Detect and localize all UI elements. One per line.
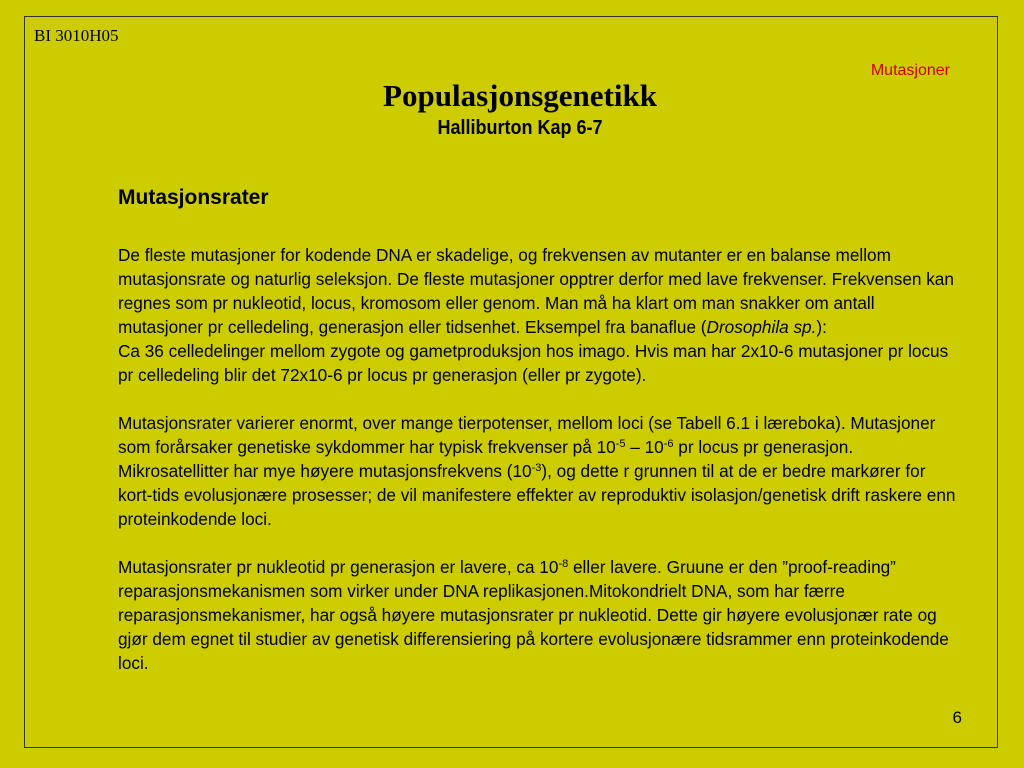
p3-text-b: eller lavere. Gruune er den ”proof-reading” reparasjonsmekanismen som virker under DNA replikasjonen.Mitokondrielt DNA, som har færre reparasjonsmekanismer, har også høyere mutasjonsrater pr nukleotid. Dette gir høyere evolusjonær rate og gjør dem egnet til studier av genetisk differensiering på kortere evolusjonære tidsrammer enn proteinkodende loci. (118, 557, 949, 673)
exponent: -8 (558, 558, 569, 570)
p2-text-b: – 10 (625, 437, 664, 457)
slide-title: Populasjonsgenetikk (383, 78, 657, 113)
exponent: -3 (531, 462, 542, 474)
exponent: -5 (615, 438, 626, 450)
paragraph-2 (118, 411, 958, 531)
paragraph-3 (118, 555, 958, 675)
paragraph-1-example: Ca 36 celledelinger mellom zygote og gametproduksjon hos imago. Hvis man har 2x10-6 mutasjoner pr locus pr celledeling blir det 72x10-6 pr locus pr generasjon (eller pr zygote). (118, 341, 949, 385)
paragraph-gap (118, 531, 958, 555)
slide-subtitle: Halliburton Kap 6-7 (437, 117, 603, 139)
page-number: 6 (952, 708, 962, 727)
p1-text-b: ): (816, 317, 827, 337)
course-code: BI 3010H05 (34, 26, 119, 45)
paragraph-gap (118, 387, 958, 411)
exponent: -6 (663, 438, 674, 450)
p2-text-d: ), og dette r grunnen til at de er bedre markører for kort-tids evolusjonære prosesser; de vil manifestere effekter av reproduktiv isolasjon/genetisk drift raskere enn proteinkodende loci. (118, 461, 956, 529)
p2-text-a: Mutasjonsrater varierer enormt, over mange tierpotenser, mellom loci (se Tabell 6.1 i læreboka). Mutasjoner som forårsaker genetiske sykdommer har typisk frekvenser på 10 (118, 413, 936, 457)
topic-label: Mutasjoner (870, 62, 950, 79)
body-text (118, 243, 958, 675)
paragraph-1 (118, 243, 958, 339)
species-name: Drosophila sp. (706, 317, 817, 337)
section-heading: Mutasjonsrater (118, 186, 269, 209)
p2-text-c: pr locus pr generasjon. Mikrosatellitter har mye høyere mutasjonsfrekvens (10 (118, 437, 854, 481)
p1-text-a: De fleste mutasjoner for kodende DNA er skadelige, og frekvensen av mutanter er en balanse mellom mutasjonsrate og naturlig seleksjon. De fleste mutasjoner opptrer derfor med lave frekvenser. Frekvensen kan regnes som pr nukleotid, locus, kromosom eller genom. Man må ha klart om man snakker om antall mutasjoner pr celledeling, generasjon eller tidsenhet. Eksempel fra banaflue ( (118, 245, 954, 337)
p3-text-a: Mutasjonsrater pr nukleotid pr generasjon er lavere, ca 10 (118, 557, 559, 577)
